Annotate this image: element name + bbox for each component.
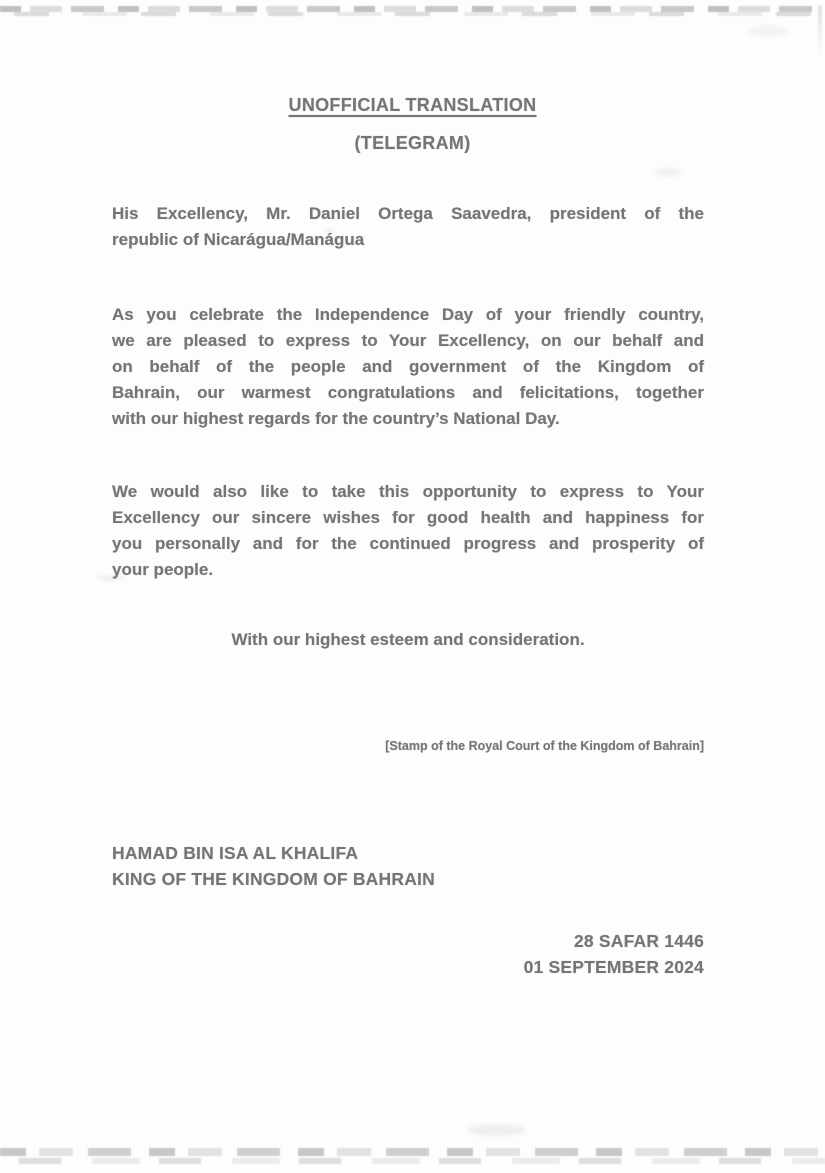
date-block: [112, 928, 704, 980]
text-line: republic of Nicarágua/Manágua: [112, 230, 365, 249]
document-subtitle: (TELEGRAM): [354, 133, 471, 153]
scan-smudge: [468, 1124, 526, 1136]
signature-block: [112, 840, 704, 892]
document-title: UNOFFICIAL TRANSLATION: [288, 95, 537, 115]
text-line: As you celebrate the Independence Day of your friendly country,: [112, 305, 704, 324]
signatory-name: HAMAD BIN ISA AL KHALIFA: [112, 843, 359, 863]
stamp-note: [Stamp of the Royal Court of the Kingdom of Bahrain]: [385, 739, 704, 753]
signatory-title: KING OF THE KINGDOM OF BAHRAIN: [112, 869, 435, 889]
scan-smudge: [748, 26, 788, 36]
text-line: on behalf of the people and government of the Kingdom of: [112, 357, 704, 376]
scan-smudge: [655, 168, 681, 177]
text-line: your people.: [112, 560, 214, 579]
scan-noise-top-secondary: [0, 12, 825, 16]
paragraph-wishes: [112, 479, 704, 583]
closing-line: With our highest esteem and consideration.: [231, 630, 585, 649]
text-line: with our highest regards for the country’s National Day.: [112, 409, 560, 428]
date-hijri: 28 SAFAR 1446: [573, 931, 704, 951]
text-line: Excellency our sincere wishes for good health and happiness for: [112, 508, 704, 527]
addressee-block: [112, 201, 704, 253]
date-gregorian: 01 SEPTEMBER 2024: [523, 957, 704, 977]
text-line: you personally and for the continued progress and prosperity of: [112, 534, 704, 553]
scan-noise-bottom-secondary: [0, 1158, 825, 1164]
text-line: We would also like to take this opportunity to express to Your: [112, 482, 704, 501]
scan-noise-bottom: [0, 1148, 825, 1156]
text-line: Bahrain, our warmest congratulations and felicitations, together: [112, 383, 704, 402]
text-line: His Excellency, Mr. Daniel Ortega Saavedra, president of the: [112, 204, 704, 223]
paragraph-congratulations: [112, 302, 704, 432]
text-line: we are pleased to express to Your Excellency, on our behalf and: [112, 331, 704, 350]
scan-noise-right-edge: [818, 6, 822, 58]
